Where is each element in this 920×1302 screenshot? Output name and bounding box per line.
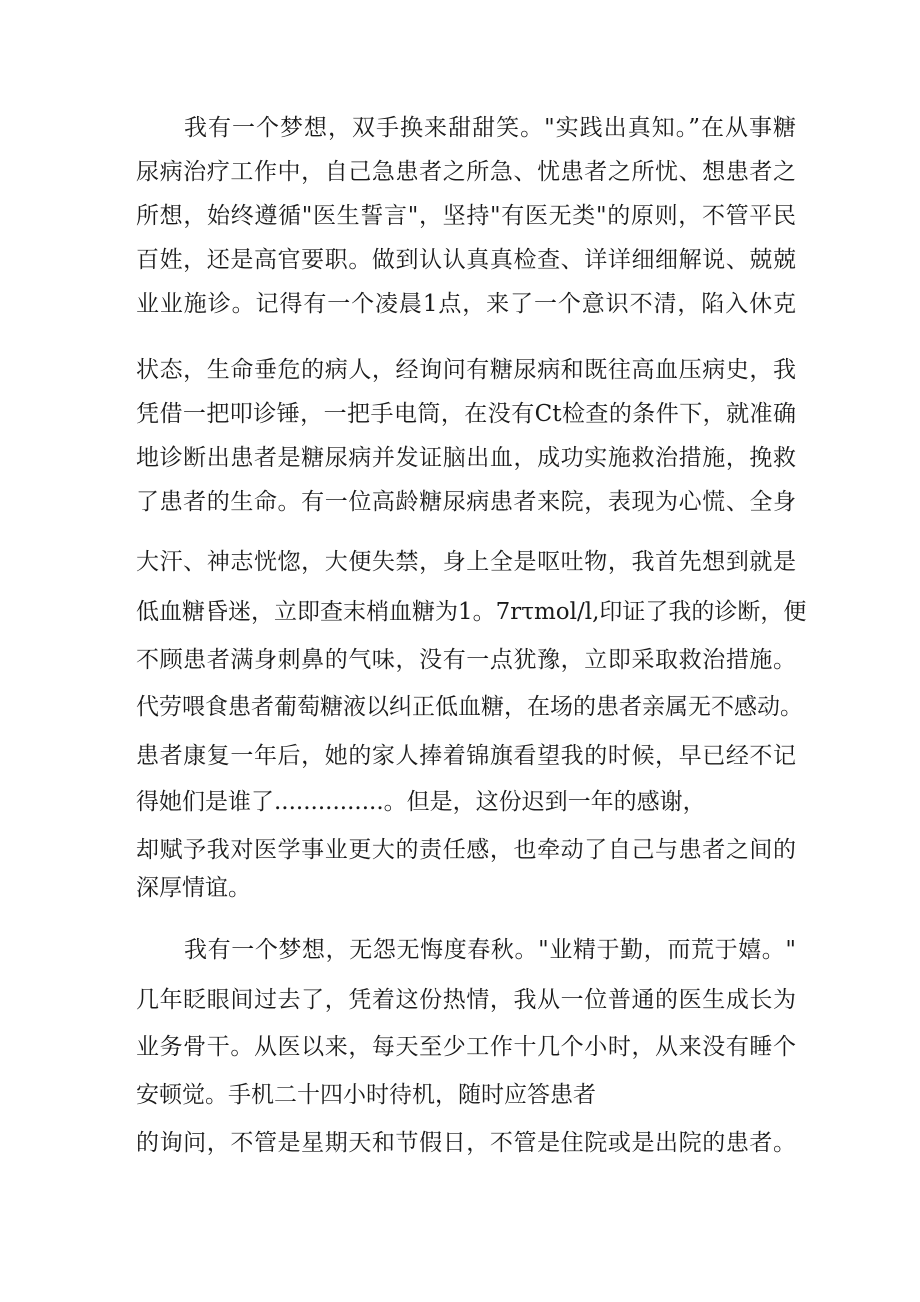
text-line: 了患者的生命。有一位高龄糖尿病患者来院，表现为心慌、全身 (136, 489, 796, 515)
text-line: 大汗、神志恍惚，大便失禁，身上全是呕吐物，我首先想到就是 (136, 549, 796, 575)
text-line: 得她们是谁了...............。但是，这份迟到一年的感谢， (136, 789, 706, 815)
text-line: 代劳喂食患者葡萄糖液以纠正低血糖，在场的患者亲属无不感动。 (136, 694, 803, 720)
text-line: 业业施诊。记得有一个凌晨1点，来了一个意识不清，陷入休克 (136, 291, 796, 317)
text-line: 我有一个梦想，无怨无悔度春秋。"业精于勤，而荒于嬉。" (184, 937, 796, 963)
text-line: 地诊断出患者是糖尿病并发证脑出血，成功实施救治措施，挽救 (136, 445, 796, 471)
text-line: 尿病治疗工作中，自己急患者之所急、忧患者之所忧、想患者之 (136, 159, 796, 185)
text-line: 所想，始终遵循"医生誓言"，坚持"有医无类"的原则，不管平民 (136, 203, 796, 229)
text-line: 深厚情谊。 (136, 875, 251, 901)
text-line: 却赋予我对医学事业更大的责任感，也牵动了自己与患者之间的 (136, 837, 796, 863)
text-line: 不顾患者满身刺鼻的气味，没有一点犹豫，立即采取救治措施。 (136, 647, 796, 673)
text-line: 凭借一把叩诊锤，一把手电筒，在没有Ct检查的条件下，就准确 (136, 401, 796, 427)
text-line: 百姓，还是高官要职。做到认认真真检查、详详细细解说、兢兢 (136, 247, 796, 273)
text-line: 状态，生命垂危的病人，经询问有糖尿病和既往高血压病史，我 (136, 357, 796, 383)
text-line: 低血糖昏迷，立即查末梢血糖为1。7rτmol/l,印证了我的诊断，便 (136, 599, 807, 625)
text-line: 我有一个梦想，双手换来甜甜笑。"实践出真知。”在从事糖 (184, 115, 796, 141)
text-line: 业务骨干。从医以来，每天至少工作十几个小时，从来没有睡个 (136, 1034, 796, 1060)
text-line: 安顿觉。手机二十四小时待机，随时应答患者 (136, 1082, 596, 1108)
text-line: 的询问，不管是星期天和节假日，不管是住院或是出院的患者。 (136, 1130, 796, 1156)
text-line: 患者康复一年后，她的家人捧着锦旗看望我的时候，早已经不记 (136, 743, 796, 769)
text-line: 几年眨眼间过去了，凭着这份热情，我从一位普通的医生成长为 (136, 987, 796, 1013)
